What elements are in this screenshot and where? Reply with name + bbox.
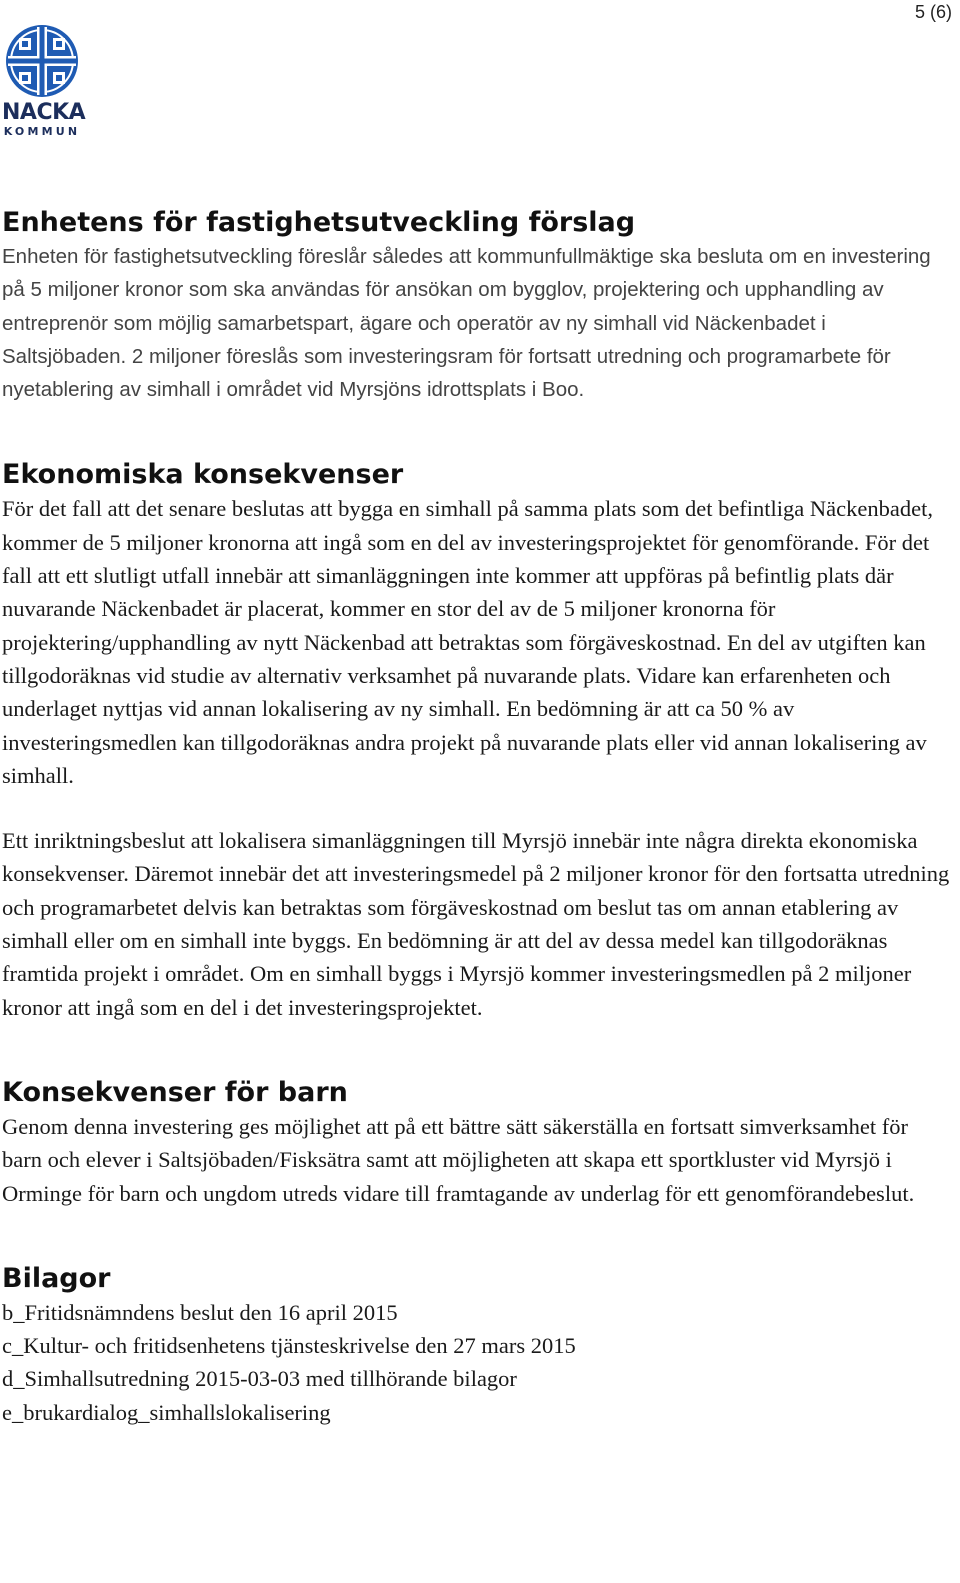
nacka-kommun-logo: [2, 22, 86, 138]
proposal-heading: Enhetens för fastighetsutveckling förslag: [2, 207, 636, 238]
attachments-heading: Bilagor: [2, 1262, 111, 1294]
attachment-item: e_brukardialog_simhallslokalisering: [2, 1399, 331, 1425]
logo-name: NACKA: [2, 100, 86, 125]
economic-heading: Ekonomiska konsekvenser: [2, 459, 404, 491]
attachment-item: c_Kultur- och fritidsenhetens tjänsteskrivelse den 27 mars 2015: [2, 1333, 576, 1359]
children-paragraph: Genom denna investering ges möjlighet att på ett bättre sätt säkerställa en fortsatt simverksamhet för barn och elever i Saltsjöbaden/Fisksätra samt att möjligheten att skapa ett sportkluster vid Myrsjö i Orminge för barn och ungdom utreds vidare till framtagande av underlag för ett genomförandebeslut.: [2, 1113, 915, 1206]
proposal-paragraph: Enheten för fastighetsutveckling föreslår således att kommunfullmäktige ska besluta om en investering på 5 miljoner kronor som ska användas för ansökan om bygglov, projektering och upphandling av entreprenör som möjlig samarbetspart, ägare och operatör av ny simhall vid Näckenbadet i Saltsjöbaden. 2 miljoner föreslås som investeringsram för fortsatt utredning och programarbete för nyetablering av simhall i området vid Myrsjöns idrottsplats i Boo.: [2, 245, 931, 402]
economic-paragraph-2: Ett inriktningsbeslut att lokalisera simanläggningen till Myrsjö innebär inte några direkta ekonomiska konsekvenser. Däremot innebär det att investeringsmedel på 2 miljoner kronor för den fortsatta utredning och programarbetet delvis kan betraktas som förgäveskostnad om beslut tas om annan etablering av simhall eller om en simhall inte byggs. En bedömning är att del av dessa medel kan tillgodoräknas framtida projekt i området. Om en simhall byggs i Myrsjö kommer investeringsmedlen på 2 miljoner kronor att ingå som en del i det investeringsprojektet.: [2, 828, 950, 1020]
page-number: 5 (6): [914, 2, 952, 22]
children-heading: Konsekvenser för barn: [2, 1076, 348, 1108]
attachment-item: d_Simhallsutredning 2015-03-03 med tillhörande bilagor: [2, 1366, 517, 1392]
logo-subtitle: KOMMUN: [3, 125, 81, 138]
nacka-emblem-icon: [2, 22, 82, 100]
document-body: [2, 206, 952, 1429]
attachment-item: b_Fritidsnämndens beslut den 16 april 2015: [2, 1299, 398, 1325]
attachments-list: [2, 1296, 952, 1429]
economic-paragraph-1: För det fall att det senare beslutas att bygga en simhall på samma plats som det befintliga Näckenbadet, kommer de 5 miljoner kronorna att ingå som en del av investeringsprojektet för genomförande. För det fall att ett slutligt utfall innebär att simanläggningen inte kommer att uppföras på befintlig plats där nuvarande Näckenbadet är placerat, kommer en stor del av de 5 miljoner kronorna för projektering/upphandling av nytt Näckenbad att betraktas som förgäveskostnad. En del av utgiften kan tillgodoräknas vid studie av alternativ verksamhet på nuvarande plats. Vidare kan erfarenheten och underlaget nyttjas vid annan lokalisering av ny simhall. En bedömning är att ca 50 % av investeringsmedlen kan tillgodoräknas andra projekt på nuvarande plats eller vid annan lokalisering av simhall.: [2, 496, 933, 788]
